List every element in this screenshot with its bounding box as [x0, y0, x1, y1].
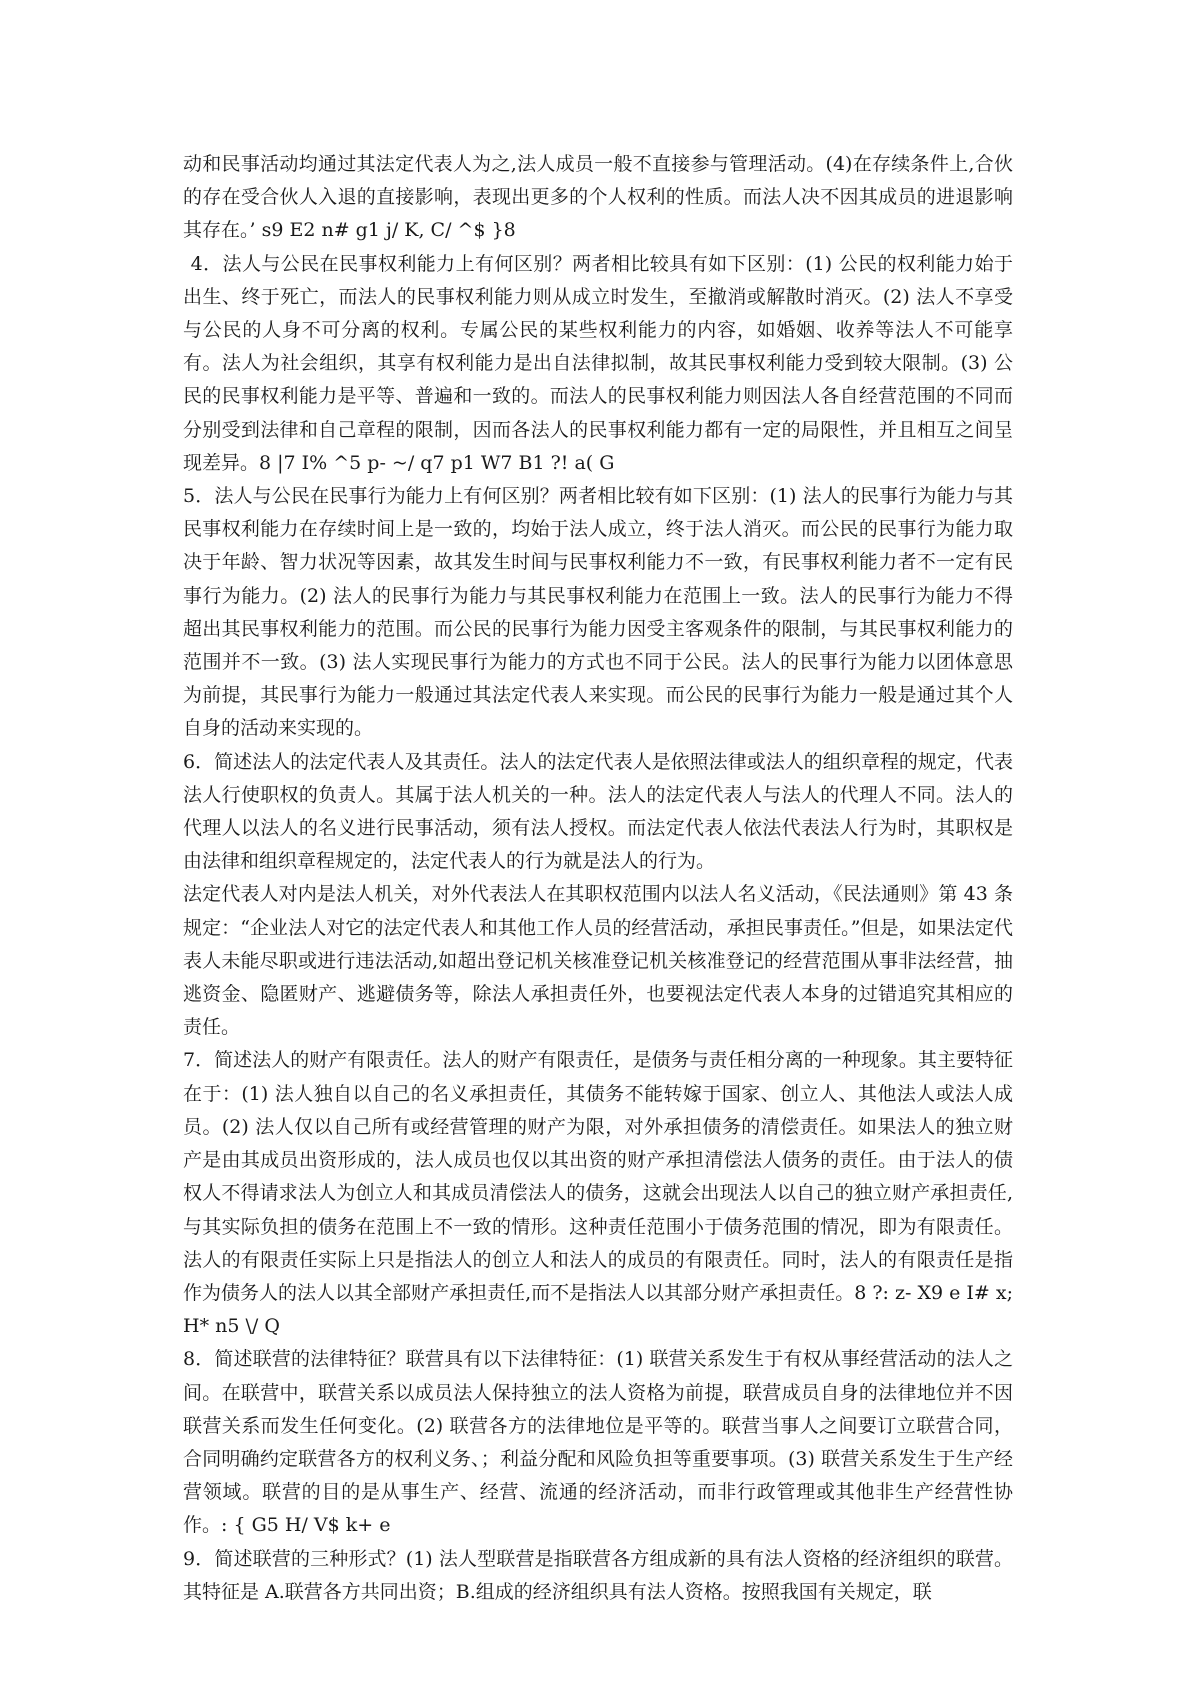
paragraph-q4: 4．法人与公民在民事权利能力上有何区别？两者相比较具有如下区别：(1) 公民的权利能力始于出生、终于死亡，而法人的民事权利能力则从成立时发生，至撤消或解散时消灭。(2) 法人不享受与公民的人身不可分离的权利。专属公民的某些权利能力的内容，如婚姻、收养等法人不可能享有。法人为社会组织，其享有权利能力是出自法律拟制，故其民事权利能力受到较大限制。(3) 公民的民事权利能力是平等、普遍和一致的。而法人的民事权利能力则因法人各自经营范围的不同而分别受到法律和自己章程的限制，因而各法人的民事权利能力都有一定的局限性，并且相互之间呈现差异。8 |7 I% ^5 p- ~/ q7 p1 W7 B1 ?! a( G [183, 252, 1013, 474]
paragraph-q6: 6．简述法人的法定代表人及其责任。法人的法定代表人是依照法律或法人的组织章程的规定，代表法人行使职权的负责人。其属于法人机关的一种。法人的法定代表人与法人的代理人不同。法人的代理人以法人的名义进行民事活动，须有法人授权。而法定代表人依法代表法人行为时，其职权是由法律和组织章程规定的，法定代表人的行为就是法人的行为。 [183, 750, 1013, 873]
paragraph-q8: 8．简述联营的法律特征？联营具有以下法律特征：(1) 联营关系发生于有权从事经营活动的法人之间。在联营中，联营关系以成员法人保持独立的法人资格为前提，联营成员自身的法律地位并不因联营关系而发生任何变化。(2) 联营各方的法律地位是平等的。联营当事人之间要订立联营合同，合同明确约定联营各方的权利义务、；利益分配和风险负担等重要事项。(3) 联营关系发生于生产经营领域。联营的目的是从事生产、经营、流通的经济活动，而非行政管理或其他非生产经营性协作。: { G5 H/ V$ k+ e [183, 1348, 1013, 1537]
paragraph-q6-continued: 法定代表人对内是法人机关，对外代表法人在其职权范围内以法人名义活动，《民法通则》第 43 条规定：“企业法人对它的法定代表人和其他工作人员的经营活动，承担民事责任。”但是，如果法定代表人未能尽职或进行违法活动,如超出登记机关核准登记机关核准登记的经营范围从事非法经营，抽逃资金、隐匿财产、逃避债务等，除法人承担责任外，也要视法定代表人本身的过错追究其相应的责任。 [183, 883, 1013, 1039]
paragraph-q5: 5．法人与公民在民事行为能力上有何区别？两者相比较有如下区别：(1) 法人的民事行为能力与其民事权利能力在存续时间上是一致的，均始于法人成立，终于法人消灭。而公民的民事行为能力取决于年龄、智力状况等因素，故其发生时间与民事权利能力不一致，有民事权利能力者不一定有民事行为能力。(2) 法人的民事行为能力与其民事权利能力在范围上一致。法人的民事行为能力不得超出其民事权利能力的范围。而公民的民事行为能力因受主客观条件的限制，与其民事权利能力的范围并不一致。(3) 法人实现民事行为能力的方式也不同于公民。法人的民事行为能力以团体意思为前提，其民事行为能力一般通过其法定代表人来实现。而公民的民事行为能力一般是通过其个人自身的活动来实现的。 [183, 485, 1013, 740]
document-page [183, 148, 1013, 1609]
paragraph-continuation: 动和民事活动均通过其法定代表人为之,法人成员一般不直接参与管理活动。(4)在存续条件上,合伙的存在受合伙人入退的直接影响，表现出更多的个人权利的性质。而法人决不因其成员的进退影响其存在。’ s9 E2 n# g1 j/ K, C/ ^$ }8 [183, 153, 1013, 242]
paragraph-q9: 9．简述联营的三种形式？(1) 法人型联营是指联营各方组成新的具有法人资格的经济组织的联营。其特征是 A.联营各方共同出资；B.组成的经济组织具有法人资格。按照我国有关规定，联 [183, 1547, 1013, 1603]
paragraph-q7: 7．简述法人的财产有限责任。法人的财产有限责任，是债务与责任相分离的一种现象。其主要特征在于：(1) 法人独自以自己的名义承担责任，其债务不能转嫁于国家、创立人、其他法人或法人成员。(2) 法人仅以自己所有或经营管理的财产为限，对外承担债务的清偿责任。如果法人的独立财产是由其成员出资形成的，法人成员也仅以其出资的财产承担清偿法人债务的责任。由于法人的债权人不得请求法人为创立人和其成员清偿法人的债务，这就会出现法人以自己的独立财产承担责任,与其实际负担的债务在范围上不一致的情形。这种责任范围小于债务范围的情况，即为有限责任。法人的有限责任实际上只是指法人的创立人和法人的成员的有限责任。同时，法人的有限责任是指作为债务人的法人以其全部财产承担责任,而不是指法人以其部分财产承担责任。8 ?: z- X9 e I# x; H* n5 \/ Q [183, 1049, 1013, 1338]
